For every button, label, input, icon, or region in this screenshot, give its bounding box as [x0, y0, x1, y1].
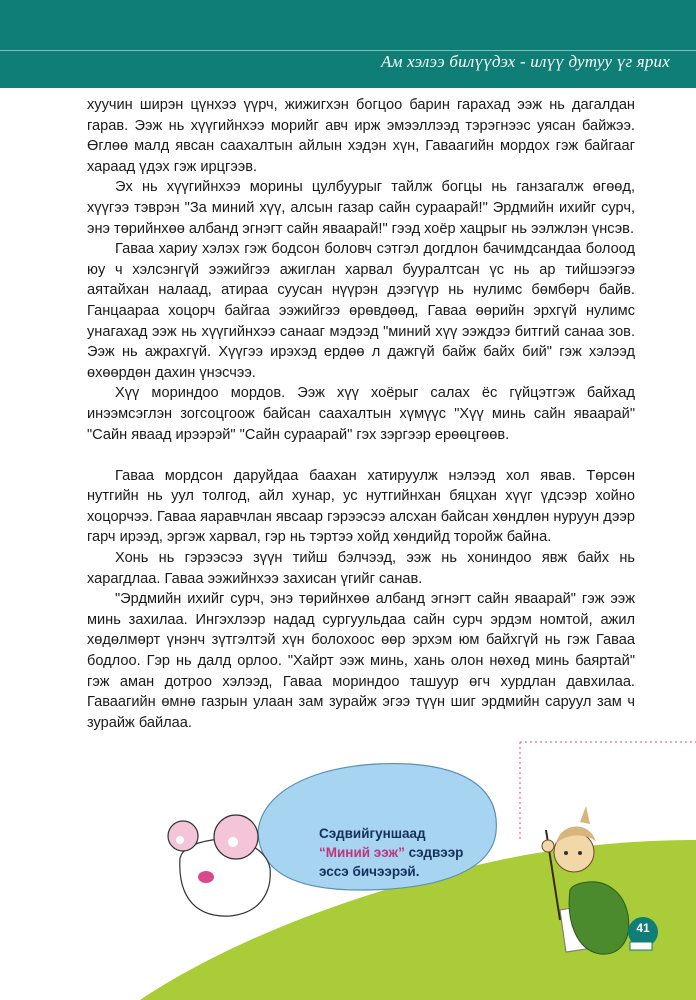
paragraph: Эх нь хүүгийнхээ морины цулбуурыг тайлж богцы нь ганзагалж өгөөд, хүүгээ тэврэн "За миний хүү, алсын газар сайн сураарай!" Эрдмийн ихийг сурч, энэ төрийнхөө албанд эгнэгт сайн яваарай!" гээд хоёр хацрыг нь ээлжлэн үнсэв. [87, 179, 635, 237]
paragraph: Гаваа хариу хэлэх гэж бодсон боловч сэтгэл догдлон бачимдсандаа болоод юу ч хэлсэнгүй ээжийгээ ажиглан харвал буурaлтсан үс нь ар тийшээгээ аятайхан налаад, атираа суусан нүүрэн дээгүүр нь нулимс бөмбөрч байв. Ганцаараа хоцорч байгаа ээжийгээ өрөвдөөд, Гаваа өөрийн эрхгүй нулимс унагахад ээж нь хүүгийнхээ санааг мэдээд "миний хүү ээждээ битгий санаа зов. Ээж нь ажрахгүй. Хүүгээ ирэхэд ердөө л дажгүй байж байх бий" гэж хэлээд өхөөрдөн дахин үнэсчээ. [87, 241, 635, 381]
paragraph: Хүү мориндоо мордов. Ээж хүү хоёрыг салах ёс гүйцэтгэж байхад инээмсэглэн зогсоцгоож байсан саахалтын хүмүүс "Хүү минь сайн яваарай" "Сайн яваад ирээрэй" "Сайн сураарай" гэх зэргээр ерөөцгөөв. [87, 385, 635, 443]
header-divider [0, 50, 696, 51]
paragraph: "Эрдмийн ихийг сурч, энэ төрийнхөө албанд эгнэгт сайн яваарай" гэж ээж минь захилаа. Ингэхлээр надад сургуульдаа сайн сурч эрдэм номтой, ажил хөдөлмөрт үнэнч зүтгэлтэй хүн болохоос өөр эрхэм юм байхгүй нь гэж Гаваа бодлоо. Гэр нь далд орлоо. "Хайрт ээж минь, хань олон нөхөд минь баяртай" гэж аман дотроо хэлээд, Гаваа мориндоо ташуур өгч хурдлан давхилаа. Гаваагийн өмнө газрын улаан зам зурайж эгээ түүн шиг эрдмийн саруул зам ч зурайж байлаа. [87, 591, 635, 731]
paragraph: Гаваа мордсон даруйдаа баахан хатируулж нэлээд хол явав. Төрсөн нутгийн нь уул толгод, айл хунар, ус нутгийнхан бяцхан хүүг үдсээр хойно хоцорчээ. Гаваа яаравчлан явсаар гэрээсээ алсхан байсан хөндлөн нуруун дээр гарч ирээд, эргэж харвал, гэр нь тэртээ хойд хөндийд торойж байна. [87, 467, 635, 546]
paragraph: Хонь нь гэрээсээ зүүн тийш бэлчээд, ээж нь хониндоо явж байх нь харагдлаа. Гаваа ээжийнхээ захисан үгийг санав. [87, 550, 635, 587]
header-band [0, 0, 696, 88]
paragraph-gap [87, 445, 635, 466]
task-word-3: сэдвээр [404, 845, 464, 860]
story-text [87, 95, 635, 733]
assignment-task [319, 824, 464, 881]
paragraph: хуучин ширэн цүнхээ үүрч, жижигхэн богцоо барин гарахад ээж нь дагалдан гарав. Ээж нь хүүгийнхээ морийг авч ирж эмээллээд тэрэгнээс уясан байжээ. Өглөө малд явсан саахалтын айлын хэдэн хүн, Гаваагийн мордох гэж байгааг хараад үдэх гэж ирцгээв. [87, 97, 635, 175]
fly-face-icon [168, 815, 270, 916]
header-title: Ам хэлээ билүүдэх - илүү дутуу үг ярих [381, 52, 670, 71]
task-line-3: эссэ бичээрэй. [319, 864, 420, 879]
task-word-1: Сэдвийг [319, 826, 376, 841]
page-number: 41 [636, 921, 650, 935]
task-word-2: уншаад [375, 826, 426, 841]
essay-topic: “Миний ээж” [319, 845, 405, 860]
